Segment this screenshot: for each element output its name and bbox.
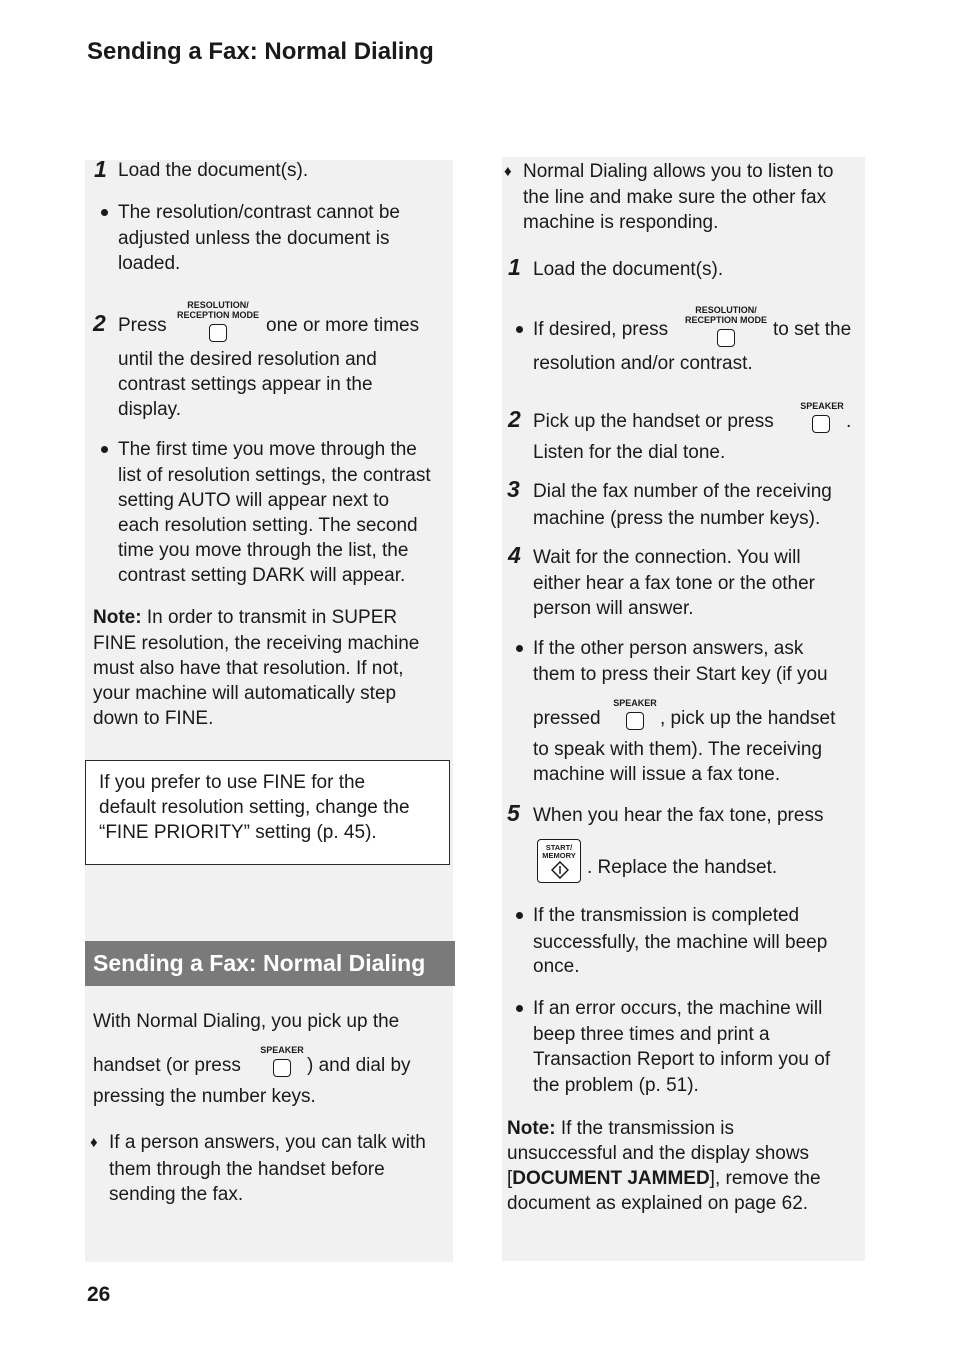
bullet-text-line: successfully, the machine will beep xyxy=(533,932,828,953)
bullet-text-line: The resolution/contrast cannot be xyxy=(118,202,401,223)
step-text-line: Dial the fax number of the receiving xyxy=(533,481,832,502)
note-line: must also have that resolution. If not, xyxy=(93,658,404,679)
intro-line: ) and dial by xyxy=(307,1055,411,1076)
bullet-text-line: If an error occurs, the machine will xyxy=(533,998,823,1019)
step-text-line: machine (press the number keys). xyxy=(533,508,821,529)
bullet-dot xyxy=(516,326,523,333)
step-text: Press xyxy=(118,315,167,336)
key-button-shape xyxy=(812,415,830,433)
note-text: In order to transmit in SUPER xyxy=(146,607,398,628)
step-text-line: person will answer. xyxy=(533,598,694,619)
key-label: RESOLUTION/ RECEPTION MODE xyxy=(176,300,259,320)
bullet-text-line: The first time you move through the xyxy=(118,439,417,460)
bullet-text: to set the xyxy=(773,319,852,340)
step-text-line: Listen for the dial tone. xyxy=(533,442,726,463)
bullet-text-line: If the transmission is completed xyxy=(533,905,800,926)
step-text: Load the document(s). xyxy=(533,259,724,280)
bullet-text-line: If the other person answers, ask xyxy=(533,638,804,659)
bullet-dot xyxy=(101,209,108,216)
note-line: FINE resolution, the receiving machine xyxy=(93,633,420,654)
intro-line: pressing the number keys. xyxy=(93,1086,316,1107)
tip-box xyxy=(85,760,450,865)
note-line: unsuccessful and the display shows xyxy=(507,1143,810,1164)
intro-line: handset (or press xyxy=(93,1055,241,1076)
key-button-shape xyxy=(273,1059,291,1077)
step-number: 3 xyxy=(507,476,520,502)
step-text: Pick up the handset or press xyxy=(533,411,774,432)
bullet-text: If desired, press xyxy=(533,319,669,340)
key-button-shape xyxy=(717,329,735,347)
key-button-shape xyxy=(209,324,227,342)
step-number: 5 xyxy=(507,800,520,826)
display-message: DOCUMENT JAMMED xyxy=(512,1168,710,1189)
key-label: SPEAKER xyxy=(800,401,844,411)
bullet-text-line: loaded. xyxy=(118,253,181,274)
diamond-note-line: sending the fax. xyxy=(109,1184,244,1205)
bullet-text: pressed xyxy=(533,708,601,729)
tip-line: If you prefer to use FINE for the xyxy=(99,772,366,793)
key-button-shape xyxy=(626,712,644,730)
step-text-line: until the desired resolution and xyxy=(118,349,377,370)
note-line: down to FINE. xyxy=(93,708,214,729)
speaker-key-icon xyxy=(256,1045,308,1083)
bullet-text-line: adjusted unless the document is xyxy=(118,228,390,249)
bullet-text: , pick up the handset xyxy=(660,708,836,729)
speaker-key-icon xyxy=(609,698,661,736)
page-number: 26 xyxy=(87,1283,111,1306)
step-text-line: contrast settings appear in the xyxy=(118,374,373,395)
start-diamond-icon xyxy=(551,861,569,879)
step-text: one or more times xyxy=(266,315,420,336)
step-text: Load the document(s). xyxy=(118,160,309,181)
bullet-dot xyxy=(516,645,523,652)
step-text-line: either hear a fax tone or the other xyxy=(533,573,816,594)
bullet-text-line: beep three times and print a xyxy=(533,1024,770,1045)
note-line xyxy=(507,1116,734,1141)
step-number: 1 xyxy=(508,254,521,280)
key-label: START/ MEMORY xyxy=(542,843,576,860)
note-label: Note: xyxy=(507,1118,556,1139)
bullet-text-line: to speak with them). The receiving xyxy=(533,739,823,760)
bullet-text-line: machine will issue a fax tone. xyxy=(533,764,781,785)
start-memory-key-icon xyxy=(537,839,581,883)
bullet-dot xyxy=(101,446,108,453)
section-title: Sending a Fax: Normal Dialing xyxy=(93,950,426,976)
step-text: When you hear the fax tone, press xyxy=(533,805,824,826)
bullet-text-line: contrast setting DARK will appear. xyxy=(118,565,406,586)
bullet-text-line: setting AUTO will appear next to xyxy=(118,490,390,511)
key-label: SPEAKER xyxy=(260,1045,304,1055)
step-text: . xyxy=(846,411,852,432)
bullet-text-line: time you move through the list, the xyxy=(118,540,409,561)
resolution-reception-mode-key-icon xyxy=(684,305,768,351)
note-text: If the transmission is xyxy=(560,1118,735,1139)
diamond-note-line: them through the handset before xyxy=(109,1159,385,1180)
step-text-line: display. xyxy=(118,399,182,420)
step-number: 2 xyxy=(93,310,106,336)
step-number: 1 xyxy=(94,156,107,182)
bullet-text-line: Transaction Report to inform you of xyxy=(533,1049,831,1070)
step-number: 4 xyxy=(508,542,521,568)
step-number: 2 xyxy=(508,406,521,432)
bullet-dot xyxy=(516,1005,523,1012)
bullet-dot xyxy=(516,912,523,919)
intro-line: With Normal Dialing, you pick up the xyxy=(93,1011,400,1032)
step-text: . Replace the handset. xyxy=(587,857,778,878)
diamond-note-line: machine is responding. xyxy=(523,212,719,233)
diamond-bullet-icon: ♦ xyxy=(504,163,512,180)
diamond-bullet-icon: ♦ xyxy=(90,1134,98,1151)
diamond-note-line: Normal Dialing allows you to listen to xyxy=(523,161,834,182)
tip-line: default resolution setting, change the xyxy=(99,797,410,818)
speaker-key-icon xyxy=(796,401,848,439)
page-header: Sending a Fax: Normal Dialing xyxy=(87,38,434,65)
bullet-text-line: each resolution setting. The second xyxy=(118,515,418,536)
note-line xyxy=(93,605,397,630)
bullet-text-line: list of resolution settings, the contrast xyxy=(118,465,431,486)
diamond-note-line: If a person answers, you can talk with xyxy=(109,1132,426,1153)
bullet-text-line: them to press their Start key (if you xyxy=(533,664,828,685)
step-text-line: Wait for the connection. You will xyxy=(533,547,801,568)
key-label: SPEAKER xyxy=(613,698,657,708)
tip-line: “FINE PRIORITY” setting (p. 45). xyxy=(99,822,377,843)
diamond-note-line: the line and make sure the other fax xyxy=(523,187,827,208)
note-label: Note: xyxy=(93,607,142,628)
bullet-text-line: the problem (p. 51). xyxy=(533,1075,699,1096)
section-header-bar xyxy=(85,941,455,986)
bullet-text-line: once. xyxy=(533,956,580,977)
note-line: your machine will automatically step xyxy=(93,683,397,704)
note-line: [DOCUMENT JAMMED], remove the xyxy=(507,1168,821,1189)
note-line: document as explained on page 62. xyxy=(507,1193,809,1214)
key-label: RESOLUTION/ RECEPTION MODE xyxy=(684,305,767,325)
bullet-text-line: resolution and/or contrast. xyxy=(533,353,753,374)
resolution-reception-mode-key-icon xyxy=(176,300,260,346)
